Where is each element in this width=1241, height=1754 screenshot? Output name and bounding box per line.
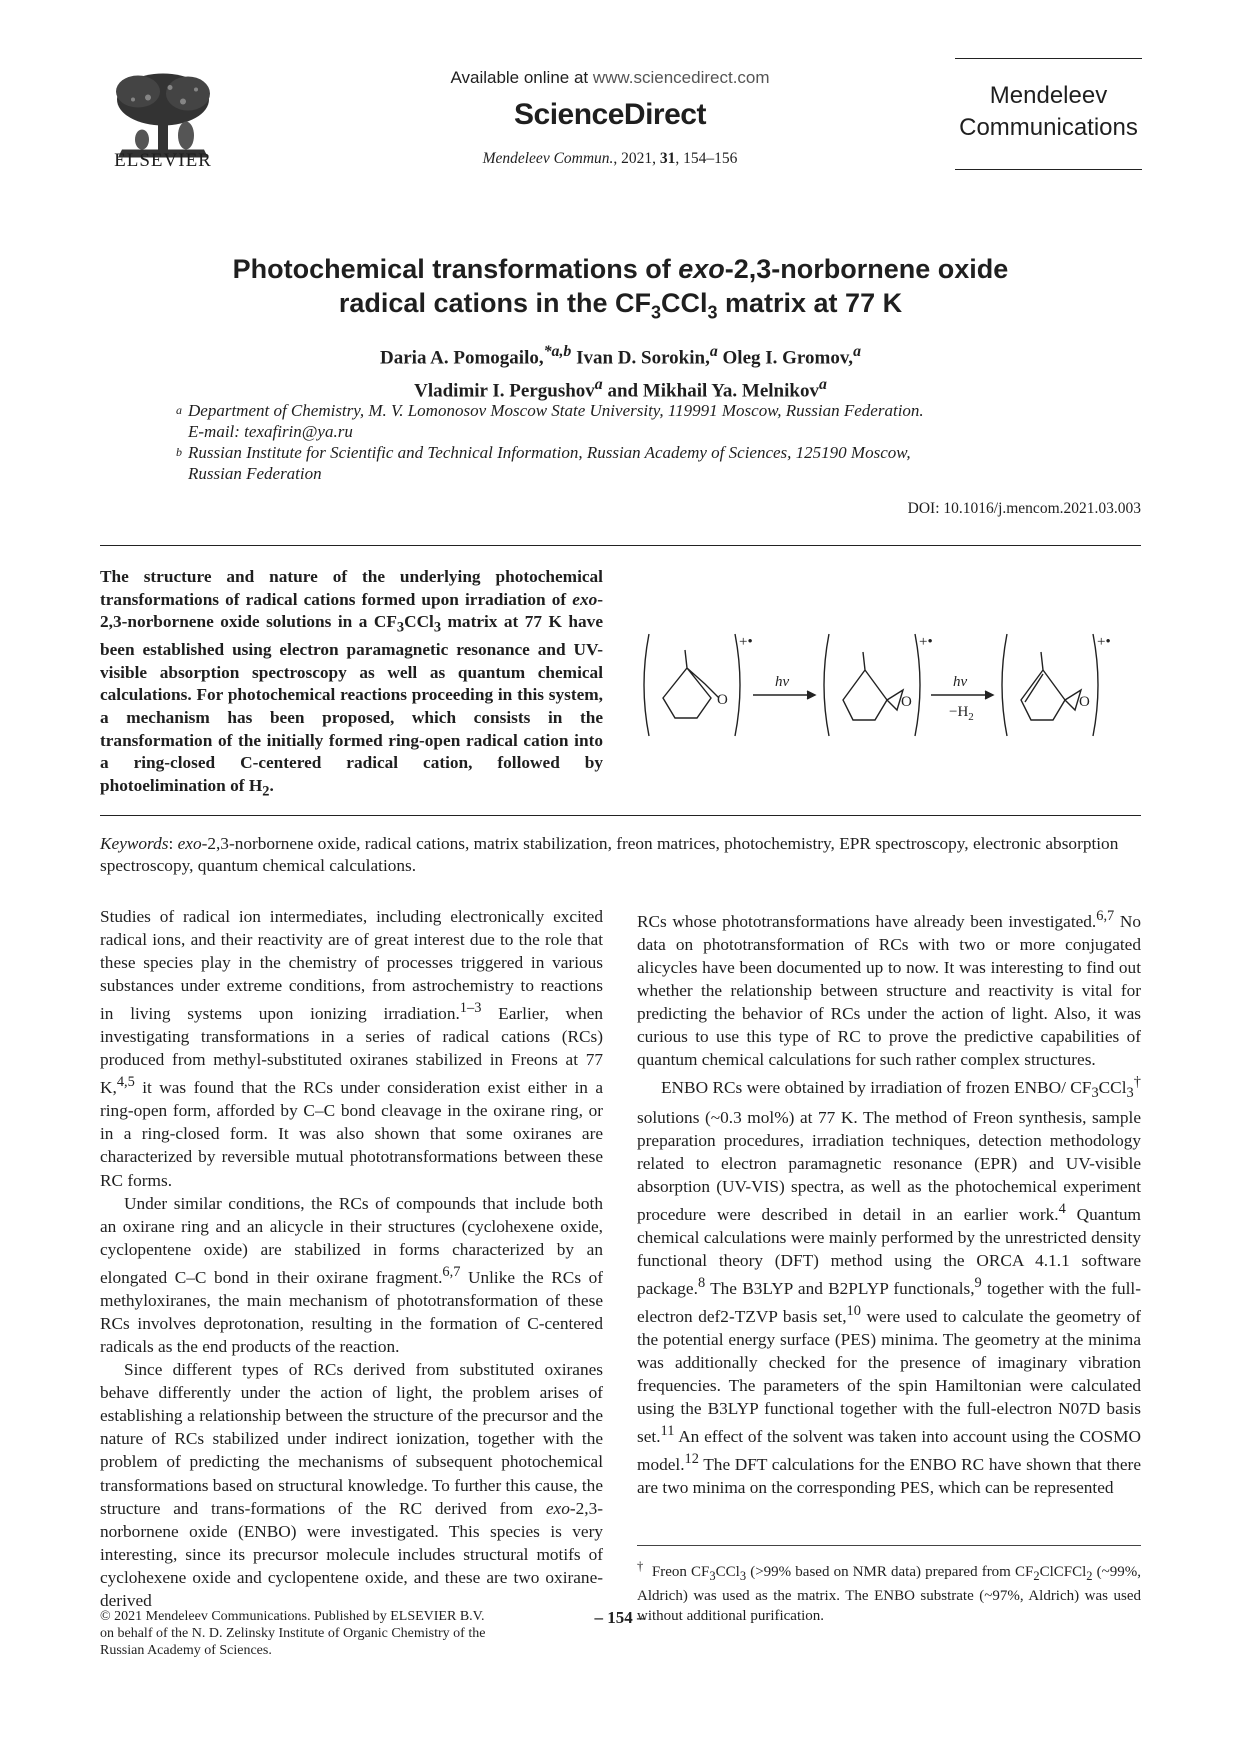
body-column-left [100, 905, 603, 1612]
arrow-1-label: hν [775, 674, 790, 690]
available-online [380, 68, 840, 88]
page-number: – 154 – [594, 1608, 646, 1627]
paragraph-continuation: RCs whose phototransformations have already been investigated.$^{6,7}$ No data on phototransformation of RCs with two or more conjugated alicycles have been documented up to now. It was interesting to find out whether the relationship between structure and reactivity is vital for predicting the behavior of RCs under the action of light. Also, it was curious to use this type of RC to prove the predictive capabilities of quantum chemical calculations for such rather complex structures. [637, 908, 1141, 1070]
footnote-rule [637, 1545, 1141, 1546]
oxygen-label-1: O [717, 692, 728, 708]
paragraph-methods: ENBO RCs were obtained by irradiation of frozen ENBO/ $CF_3CCl_3^\dagger$ solutions (~0.3 mol%) at 77 K. The method of Freon synthesis, sample preparation procedures, irradiation techniques, detection methodology related to electron paramagnetic resonance (EPR) and UV-visible absorption (UV-VIS) spectra, as well as the photochemical experiment procedure were described in detail in an earlier work.$^4$ Quantum chemical calculations were mainly performed by the unrestricted density functional theory (DFT) method using the ORCA 4.1.1 software package.$^8$ The B3LYP and B2PLYP functionals,$^9$ together with the full-electron def2-TZVP basis set,$^{10}$ were used to calculate the geometry of the potential energy surface (PES) minima. The geometry at the minima was additionally checked for the presence of imaginary vibration frequencies. The parameters of the spin Hamiltonian were calculated using the B3LYP functional together with the full-electron N07D basis set.$^{11}$ An effect of the solvent was taken into account using the COSMO model.$^{12}$ The DFT calculations for the ENBO RC have shown that there are two minima on the corresponding PES, which can be represented [637, 1074, 1142, 1497]
graphical-abstract-text: The structure and nature of the underlying photochemical transformations of radical cations formed upon irradiation of exo-2,3-norbornene oxide solutions in a $CF_3CCl_3$ matrix at 77 K have been established using electron paramagnetic resonance and UV-visible absorption spectroscopy as well as quantum chemical calculations. For photochemical reactions proceeding in this system, a mechanism has been proposed, which consists in the transformation of the initially formed ring-open radical cation into a ring-closed C-centered radical cation, followed by photoelimination of $H_2$. [100, 567, 603, 800]
sciencedirect-link[interactable]: www.sciencedirect.com [592, 68, 770, 87]
arrow-2-sublabel: $-H_2$ [949, 704, 974, 723]
doi[interactable]: DOI: 10.1016/j.mencom.2021.03.003 [907, 500, 1141, 517]
keywords: Keywords: exo-2,3-norbornene oxide, radical cations, matrix stabilization, freon matrices, photochemistry, EPR spectroscopy, electronic absorption spectroscopy, quantum chemical calculations. [100, 834, 1119, 875]
abstract-top-rule [100, 545, 1141, 546]
reaction-scheme [635, 610, 1145, 760]
arrow-2-label: hν [953, 674, 968, 690]
paragraph-similar-conditions: Under similar conditions, the RCs of compounds that include both an oxirane ring and an alicycle in their structures (cyclohexene oxide, cyclopentene oxide) are stabilized in forms characterized by an elongated C–C bond in their oxirane fragment.$^{6,7}$ Unlike the RCs of methyloxiranes, the main mechanism of phototransformation of these RCs involves deprotonation, resulting in the formation of C-centered radicals as the end products of the reaction. [100, 1193, 603, 1356]
author-email[interactable]: E-mail: texafirin@ya.ru [188, 422, 353, 441]
charge-label-3: +• [1097, 634, 1111, 650]
journal-name: Mendeleev Communications [959, 82, 1138, 141]
charge-label-1: +• [739, 634, 753, 650]
charge-label-2: +• [919, 634, 933, 650]
bracket-left-2 [824, 634, 829, 736]
paragraph-intro: Studies of radical ion intermediates, including electronically excited radical ions, and their reactivity are of great interest due to the role that these species play in the chemistry of processes triggered in various substances under extreme conditions, from astrochemistry to reactions in living systems upon ionizing irradiation.$^{1-3}$ Earlier, when investigating transformations in a series of radical cations (RCs) produced from methyl-substituted oxiranes stabilized in Freons at 77 K,$^{4,5}$ it was found that the RCs under consideration exist either in a ring-open form, afforded by C–C bond cleavage in the oxirane ring, or in a ring-closed form. It was also shown that some oxiranes are characterized by reversible mutual phototransformations between these RC forms. [100, 907, 603, 1190]
available-prefix: Available online at [450, 68, 589, 87]
sciencedirect-brand: ScienceDirect [514, 98, 706, 131]
paragraph-motivation: Since different types of RCs derived from substituted oxiranes behave differently under the action of light, the problem arises of establishing a relationship between the structure of the precursor and the nature of RCs stabilized under indirect ionization, together with the problem of predicting the mechanisms of subsequent photochemical transformations based on structural knowledge. To further this cause, the structure and trans-formations of the RC derived from exo-2,3-norbornene oxide (ENBO) were investigated. This species is very interesting, since its precursor molecule includes structural motifs of cyclohexene oxide and cyclopentene oxide, and these are two oxirane-derived [100, 1360, 603, 1611]
molecule-1-skeleton [663, 650, 719, 718]
bracket-left-1 [644, 634, 649, 736]
copyright-notice: © 2021 Mendeleev Communications. Published by ELSEVIER B.V. on behalf of the N. D. Zelinsky Institute of Organic Chemistry of the Russian Academy of Sciences. [100, 1609, 486, 1658]
molecule-3-skeleton [1021, 652, 1081, 720]
journal-citation: Mendeleev Commun., 2021, 31, 154–156 [482, 150, 738, 167]
body-column-right [637, 905, 1141, 1499]
molecule-2-skeleton [843, 652, 903, 720]
footnote: † Freon $CF_3CCl_3$ (>99% based on NMR data) prepared from $CF_2ClCFCl_2$ (~99%, Aldrich) was used as the matrix. The ENBO substrate (~97%, Aldrich) was used without additional purification. [637, 1559, 1142, 1624]
publisher-name: ELSEVIER [114, 150, 212, 171]
abstract-bottom-rule [100, 815, 1141, 816]
author-list: Daria A. Pomogailo,$^{*a,b}$ Ivan D. Sorokin,$^a$ Oleg I. Gromov,$^a$ Vladimir I. Pergushov$^a$ and Mikhail Ya. Melnikov$^a$ [380, 343, 861, 402]
affiliation-a: a Department of Chemistry, M. V. Lomonosov Moscow State University, 119991 Moscow, Russian Federation. E-mail: texafirin@ya.ru [176, 401, 924, 441]
oxygen-label-2: O [901, 694, 912, 710]
bracket-left-3 [1002, 634, 1007, 736]
oxygen-label-3: O [1079, 694, 1090, 710]
article-title: Photochemical transformations of exo-2,3-norbornene oxide radical cations in the $CF_3CCl_3$ matrix at 77 K [232, 254, 1009, 323]
affiliation-b: b Russian Institute for Scientific and Technical Information, Russian Academy of Sciences, 125190 Moscow, Russian Federation [176, 443, 911, 483]
